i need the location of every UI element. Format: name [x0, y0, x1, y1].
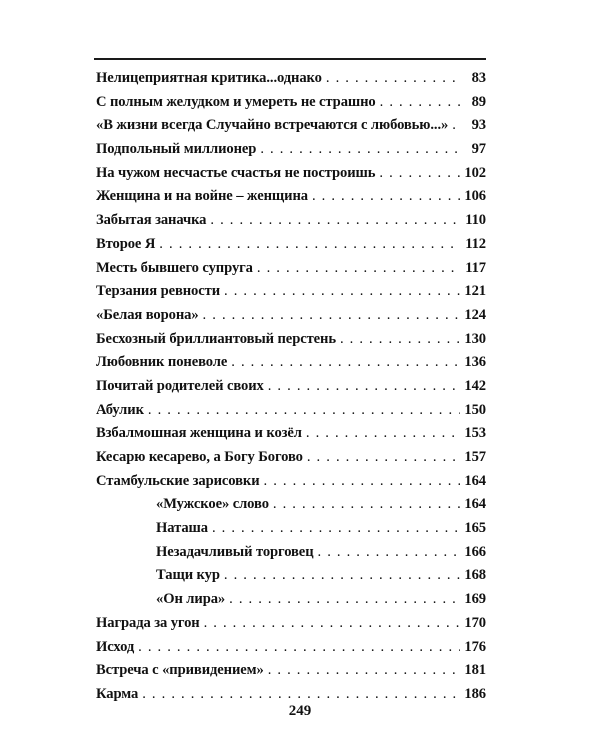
toc-dot-leader [264, 473, 460, 490]
toc-dot-leader [224, 283, 460, 300]
toc-dot-leader [257, 260, 460, 277]
toc-entry-page: 124 [464, 306, 486, 323]
toc-subentry-title: Тащи кур [156, 567, 220, 584]
toc-entry [96, 331, 486, 355]
toc-dot-leader [138, 639, 460, 656]
toc-dot-leader [379, 165, 460, 182]
toc-entry-title: Почитай родителей своих [96, 377, 264, 394]
toc-entry [96, 378, 486, 402]
toc-entry [96, 70, 486, 94]
toc-entry [96, 473, 486, 497]
toc-entry-page: 153 [464, 425, 486, 442]
toc-entry-title: Стамбульские зарисовки [96, 472, 260, 489]
toc-entry [96, 425, 486, 449]
toc-entry [96, 188, 486, 212]
toc-dot-leader [306, 425, 460, 442]
toc-entry-page: 164 [464, 472, 486, 489]
toc-entry-title: Нелицеприятная критика...однако [96, 70, 322, 86]
toc-subentry [96, 591, 486, 615]
toc-entry-title: Второе Я [96, 235, 156, 252]
toc-entry-page: 157 [464, 449, 486, 465]
toc-entry-title: Подпольный миллионер [96, 141, 257, 158]
toc-entry [96, 236, 486, 260]
toc-entry-page: 93 [471, 117, 486, 134]
toc-dot-leader [260, 141, 460, 158]
toc-entry [96, 449, 486, 473]
toc-subentry-page: 168 [464, 567, 486, 584]
toc-entry-page: 181 [464, 662, 486, 679]
toc-dot-leader [268, 662, 460, 679]
toc-entry [96, 117, 486, 141]
toc-entry-title: С полным желудком и умереть не страшно [96, 93, 376, 110]
toc-subentry-title: «Он лира» [156, 591, 226, 608]
toc-dot-leader [142, 686, 460, 703]
toc-subentry-page: 165 [464, 520, 486, 537]
toc-entry-title: Терзания ревности [96, 283, 221, 300]
toc-entry-page: 186 [464, 685, 486, 702]
toc-dot-leader [307, 449, 460, 466]
toc-entry [96, 94, 486, 118]
toc-entry-title: Месть бывшего супруга [96, 259, 253, 276]
toc-entry [96, 402, 486, 426]
toc-dot-leader [204, 615, 460, 632]
toc-dot-leader [273, 496, 460, 513]
toc-entry-page: 89 [471, 93, 486, 110]
toc-entry [96, 283, 486, 307]
toc-dot-leader [203, 307, 460, 324]
toc-subentry [96, 544, 486, 568]
toc-dot-leader [229, 591, 460, 608]
toc-dot-leader [452, 117, 460, 134]
toc-subentry-title: «Мужское» слово [156, 496, 269, 513]
toc-entry-title: На чужом несчастье счастья не построишь [96, 164, 376, 181]
toc-entry-page: 136 [464, 354, 486, 371]
toc-dot-leader [312, 188, 460, 205]
toc-entry-title: Взбалмошная женщина и козёл [96, 425, 302, 442]
toc-entry [96, 165, 486, 189]
page-number: 249 [288, 703, 312, 719]
toc-subentry [96, 567, 486, 591]
toc-entry-page: 176 [464, 638, 486, 655]
toc-dot-leader [268, 378, 460, 395]
toc-entry-title: Бесхозный бриллиантовый перстень [96, 330, 336, 347]
toc-dot-leader [340, 331, 460, 348]
toc-dot-leader [318, 544, 461, 561]
toc-dot-leader [326, 70, 460, 87]
toc-subentry [96, 496, 486, 520]
toc-dot-leader [231, 354, 460, 371]
toc-entry [96, 662, 486, 686]
toc-entry-title: «Белая ворона» [96, 306, 199, 323]
top-rule [94, 58, 486, 60]
toc-dot-leader [159, 236, 460, 253]
toc-entry-title: «В жизни всегда Случайно встречаются с любовью...» [96, 117, 449, 134]
toc-entry [96, 141, 486, 165]
toc-entry [96, 639, 486, 663]
toc-entry-page: 83 [471, 70, 486, 86]
toc-entry-title: Забытая заначка [96, 212, 207, 229]
toc-entry-page: 142 [464, 377, 486, 394]
toc-entry-page: 112 [465, 235, 486, 252]
toc-entry-page: 97 [471, 141, 486, 158]
toc-entry-page: 102 [464, 164, 486, 181]
toc-entry-title: Женщина и на войне – женщина [96, 188, 308, 205]
toc-entry-page: 170 [464, 614, 486, 631]
toc-entry [96, 212, 486, 236]
toc-entry [96, 307, 486, 331]
toc-entry-page: 117 [465, 259, 486, 276]
toc-dot-leader [212, 520, 460, 537]
toc-entry-page: 121 [464, 283, 486, 300]
toc-entry-page: 110 [465, 212, 486, 229]
toc-subentry-page: 164 [464, 496, 486, 513]
toc-entry-title: Карма [96, 685, 139, 702]
toc-subentry-title: Наташа [156, 520, 208, 537]
toc-dot-leader [380, 94, 460, 111]
toc-entry-title: Абулик [96, 401, 144, 418]
toc-subentry [96, 520, 486, 544]
toc-entry-title: Исход [96, 638, 135, 655]
toc-entry-page: 150 [464, 401, 486, 418]
toc-entry-title: Награда за угон [96, 614, 200, 631]
toc-entry-title: Любовник поневоле [96, 354, 228, 371]
toc-dot-leader [224, 567, 460, 584]
toc-entry [96, 260, 486, 284]
toc-dot-leader [148, 402, 460, 419]
toc-entry-page: 130 [464, 330, 486, 347]
toc-entry [96, 615, 486, 639]
toc-entry [96, 354, 486, 378]
toc-subentry-page: 166 [464, 543, 486, 560]
toc-subentry-page: 169 [464, 591, 486, 608]
toc-entry-title: Кесарю кесарево, а Богу Богово [96, 449, 303, 465]
toc-entry-title: Встреча с «привидением» [96, 662, 264, 679]
toc-subentry-title: Незадачливый торговец [156, 543, 314, 560]
table-of-contents [96, 70, 486, 710]
toc-entry-page: 106 [464, 188, 486, 205]
toc-dot-leader [210, 212, 460, 229]
